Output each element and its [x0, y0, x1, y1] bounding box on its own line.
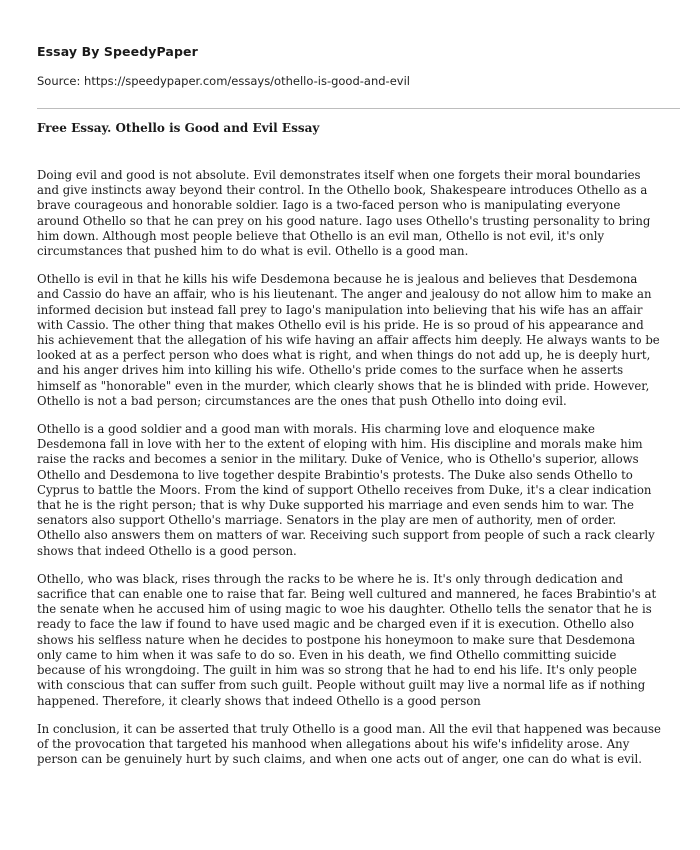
paragraph-5: In conclusion, it can be asserted that truly Othello is a good man. All the evil that happened was because of the provocation that targeted his manhood when allegations about his wife's infidelity arose. Any person can be genuinely hurt by such claims, and when one acts out of anger, one can do what is evil.	[37, 721, 661, 767]
divider	[37, 108, 680, 109]
essay-title: Free Essay. Othello is Good and Evil Essay	[37, 121, 320, 135]
paragraph-1: Doing evil and good is not absolute. Evil demonstrates itself when one forgets their moral boundaries and give instincts away beyond their control. In the Othello book, Shakespeare introduces Othello as a brave courageous and honorable soldier. Iago is a two-faced person who is manipulating everyone around Othello so that he can prey on his good nature. Iago uses Othello's trusting personality to bring him down. Although most people believe that Othello is an evil man, Othello is not evil, it's only circumstances that pushed him to do what is evil. Othello is a good man.	[37, 168, 651, 259]
paragraph-3: Othello is a good soldier and a good man with morals. His charming love and eloquence make Desdemona fall in love with her to the extent of eloping with him. His discipline and morals make him raise the racks and becomes a senior in the military. Duke of Venice, who is Othello's superior, allows Othello and Desdemona to live together despite Brabintio's protests. The Duke also sends Othello to Cyprus to battle the Moors. From the kind of support Othello receives from Duke, it's a clear indication that he is the right person; that is why Duke supported his marriage and even sends him to war. The senators also support Othello's marriage. Senators in the play are men of authority, men of order. Othello also answers them on matters of war. Receiving such support from people of such a rack clearly shows that indeed Othello is a good person.	[37, 422, 655, 558]
paragraph-2: Othello is evil in that he kills his wife Desdemona because he is jealous and believes that Desdemona and Cassio do have an affair, who is his lieutenant. The anger and jealousy do not allow him to make an informed decision but instead fall prey to Iago's manipulation into believing that his wife has an affair with Cassio. The other thing that makes Othello evil is his pride. He is so proud of his appearance and his achievement that the allegation of his wife having an affair affects him deeply. He always wants to be looked at as a perfect person who does what is right, and when things do not add up, he is deeply hurt, and his anger drives him into killing his wife. Othello's pride comes to the surface when he asserts himself as "honorable" even in the murder, which clearly shows that he is blinded with pride. However, Othello is not a bad person; circumstances are the ones that push Othello into doing evil.	[37, 272, 660, 408]
source-line: Source: https://speedypaper.com/essays/othello-is-good-and-evil	[37, 74, 410, 88]
paragraph-4: Othello, who was black, rises through the racks to be where he is. It's only through dedication and sacrifice that can enable one to raise that far. Being well cultured and mannered, he faces Brabintio's at the senate when he accused him of using magic to woe his daughter. Othello tells the senator that he is ready to face the law if found to have used magic and be charged even if it is execution. Othello also shows his selfless nature when he decides to postpone his honeymoon to make sure that Desdemona only came to him when it was safe to do so. Even in his death, we find Othello committing suicide because of his wrongdoing. The guilt in him was so strong that he had to end his life. It's only people with conscious that can suffer from such guilt. People without guilt may live a normal life as if nothing happened. Therefore, it clearly shows that indeed Othello is a good person	[37, 571, 657, 708]
essay-body	[37, 168, 663, 780]
site-title: Essay By SpeedyPaper	[37, 44, 198, 59]
